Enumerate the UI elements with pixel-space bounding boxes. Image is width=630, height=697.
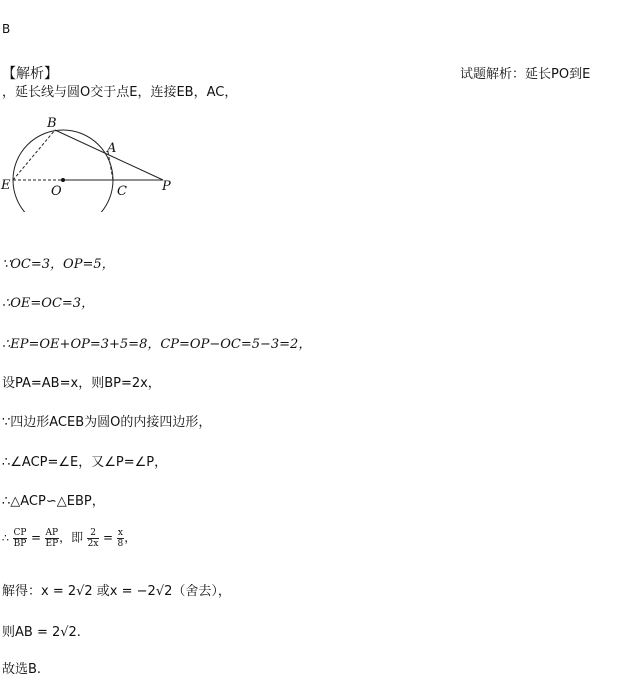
geometry-figure: [0, 112, 190, 212]
analysis-header-right: 试题解析：延长PO到E: [460, 67, 591, 82]
analysis-header: 【解析】: [2, 66, 58, 82]
intro-line: ，延长线与圆O交于点E，连接EB，AC，: [2, 85, 238, 100]
label-e: E: [1, 178, 11, 193]
step-9: 解得：x = 2√2 或x = −2√2（舍去），: [2, 584, 231, 599]
label-b: B: [47, 116, 57, 131]
therefore-symbol: ∴: [2, 531, 9, 545]
fraction-ap-ep: $\frac{AP}{EP}$: [45, 528, 59, 549]
step-8-ratio: ∴ $\frac{CP}{BP}$ = $\frac{AP}{EP}$ ，即 $\frac{2}{2x}$ = $\frac{x}{8}$ ，: [2, 528, 137, 549]
center-dot: [61, 178, 65, 182]
label-c: C: [117, 184, 127, 199]
fraction-x-8: $\frac{x}{8}$: [117, 528, 124, 549]
step-6: ∴∠ACP=∠E，又∠P=∠P，: [2, 455, 168, 470]
step-10: 则AB = 2√2.: [2, 625, 81, 640]
step-2: ∴OE=OC=3，: [2, 296, 95, 311]
label-p: P: [162, 179, 171, 194]
fraction-2-2x: $\frac{2}{2x}$: [87, 528, 99, 549]
fraction-cp-bp: $\frac{CP}{BP}$: [13, 528, 27, 549]
answer-letter: B: [2, 22, 11, 36]
step-11: 故选B.: [2, 662, 42, 677]
label-a: A: [107, 141, 117, 156]
label-o: O: [51, 184, 62, 199]
step-4: 设PA=AB=x，则BP=2x，: [2, 376, 161, 391]
step-7: ∴△ACP∽△EBP，: [2, 494, 105, 509]
step-3: ∴EP=OE+OP=3+5=8，CP=OP−OC=5−3=2，: [2, 337, 312, 352]
step-5: ∵四边形ACEB为圆O的内接四边形，: [2, 415, 212, 430]
step-1: ∵OC=3，OP=5，: [2, 257, 115, 272]
circle-o: [13, 130, 113, 212]
